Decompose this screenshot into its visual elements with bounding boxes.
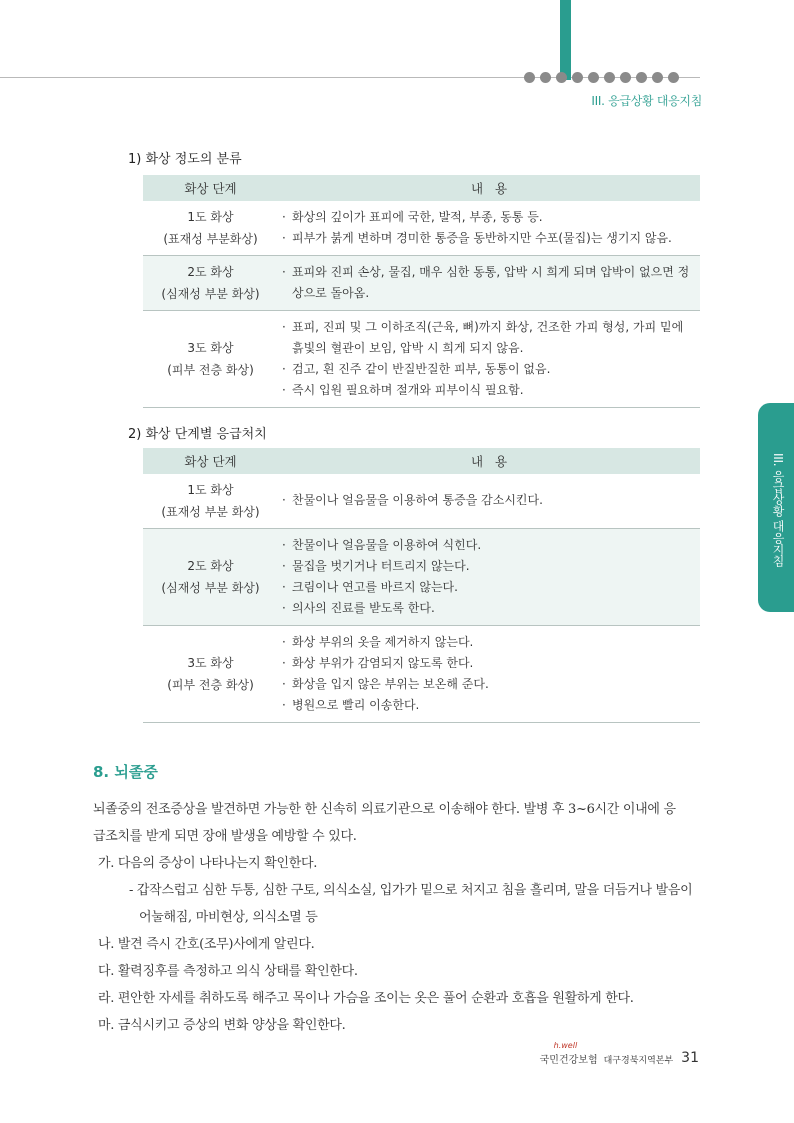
list-item: 다. 활력징후를 측정하고 의식 상태를 확인한다.	[98, 964, 358, 979]
header-content: 내 용	[278, 175, 700, 201]
dot	[620, 72, 631, 83]
table-row	[143, 528, 700, 625]
list-item: 병원으로 빨리 이송한다.	[292, 697, 420, 712]
table-row	[143, 311, 700, 408]
dot	[572, 72, 583, 83]
header-stage: 화상 단계	[143, 175, 278, 201]
side-section-tab[interactable]	[758, 403, 794, 612]
list-item: 화상 부위가 감염되지 않도록 한다.	[292, 655, 474, 670]
content-cell: · 화상의 깊이가 표피에 국한, 발적, 부종, 동통 등. · 피부가 붉게 변하며 경미한 통증을 동반하지만 수포(물집)는 생기지 않음.	[278, 201, 700, 256]
list-item: 화상 부위의 옷을 제거하지 않는다.	[292, 634, 474, 649]
list-item: 즉시 입원 필요하며 절개와 피부이식 필요함.	[292, 383, 524, 397]
header-accent-bar	[560, 0, 571, 80]
list-item: 찬물이나 얼음물을 이용하여 식힌다.	[292, 537, 482, 552]
header-dots	[524, 72, 684, 83]
content-cell: · 찬물이나 얼음물을 이용하여 통증을 감소시킨다.	[278, 474, 700, 528]
list-item: 표피, 진피 및 그 이하조직(근육, 뼈)까지 화상, 건조한 가피 형성, 가피 밑에 흙빛의 혈관이 보임, 압박 시 희게 되지 않음.	[292, 320, 684, 355]
stage-desc: (표재성 부분 화상)	[161, 504, 260, 519]
table-row	[143, 201, 700, 256]
stage-desc: (피부 전층 화상)	[167, 677, 254, 692]
dot	[588, 72, 599, 83]
list-item: 나. 발견 즉시 간호(조무)사에게 알린다.	[98, 937, 315, 952]
dot	[540, 72, 551, 83]
stage-cell	[143, 201, 278, 256]
paragraph: 급조치를 받게 되면 장애 발생을 예방할 수 있다.	[93, 829, 357, 844]
content-cell: · 찬물이나 얼음물을 이용하여 식힌다. · 물집을 벗기거나 터트리지 않는다. · 크림이나 연고를 바르지 않는다. · 의사의 진료를 받도록 한다.	[278, 528, 700, 625]
stage-desc: (피부 전층 화상)	[167, 363, 254, 377]
stage-cell	[143, 311, 278, 408]
list-item: 물집을 벗기거나 터트리지 않는다.	[292, 558, 470, 573]
list-item: 마. 금식시키고 증상의 변화 양상을 확인한다.	[98, 1018, 346, 1033]
list-item: 어눌해짐, 마비현상, 의식소멸 등	[139, 910, 318, 925]
dot	[636, 72, 647, 83]
dot	[652, 72, 663, 83]
list-item: 라. 편안한 자세를 취하도록 해주고 목이나 가슴을 조이는 옷은 풀어 순환과 호흡을 원활하게 한다.	[98, 991, 634, 1006]
nhis-logo	[539, 1041, 598, 1066]
paragraph: 뇌졸중의 전조증상을 발견하면 가능한 한 신속히 의료기관으로 이송해야 한다. 발병 후 3~6시간 이내에 응	[93, 802, 676, 817]
content-cell: · 표피와 진피 손상, 물집, 매우 심한 동통, 압박 시 희게 되며 압박이 없으면 정상으로 돌아옴.	[278, 256, 700, 311]
stage-name: 3도 화상	[187, 341, 234, 355]
table-header-row	[143, 448, 700, 474]
list-item: - 갑작스럽고 심한 두통, 심한 구토, 의식소실, 입가가 밑으로 처지고 침을 흘리며, 말을 더듬거나 발음이	[129, 883, 693, 898]
dot	[556, 72, 567, 83]
list-item: 피부가 붉게 변하며 경미한 통증을 동반하지만 수포(물집)는 생기지 않음.	[292, 231, 672, 245]
dot	[668, 72, 679, 83]
section-body	[93, 796, 701, 1039]
list-item: 크림이나 연고를 바르지 않는다.	[292, 579, 458, 594]
org-name: 대구경북지역본부	[603, 1056, 674, 1066]
logo-script: h.well	[553, 1041, 578, 1050]
content-cell: · 표피, 진피 및 그 이하조직(근육, 뼈)까지 화상, 건조한 가피 형성, 가피 밑에 흙빛의 혈관이 보임, 압박 시 희게 되지 않음. · 검고, 흰 진주 같이 반질반질한 피부, 동통이 없음. · 즉시 입원 필요하며 절개와 피부이식 필요함.	[278, 311, 700, 408]
page-footer	[539, 1041, 699, 1066]
stage-cell	[143, 528, 278, 625]
table-header-row	[143, 175, 700, 201]
dot	[524, 72, 535, 83]
table1-caption: 1) 화상 정도의 분류	[128, 152, 242, 167]
table2-caption: 2) 화상 단계별 응급처치	[128, 427, 267, 442]
header-stage: 화상 단계	[143, 448, 278, 474]
burn-classification-table	[143, 175, 700, 408]
section-title: 8. 뇌졸중	[93, 763, 158, 781]
header-content: 내 용	[278, 448, 700, 474]
stage-cell	[143, 256, 278, 311]
stage-name: 3도 화상	[187, 655, 234, 670]
stage-desc: (심재성 부분 화상)	[161, 287, 260, 301]
side-tab-label: III. 응급상황 대응지침	[771, 453, 785, 567]
stage-name: 1도 화상	[187, 210, 234, 224]
stage-cell	[143, 474, 278, 528]
stage-name: 1도 화상	[187, 482, 234, 497]
list-item: 화상의 깊이가 표피에 국한, 발적, 부종, 동통 등.	[292, 210, 543, 224]
stage-name: 2도 화상	[187, 265, 234, 279]
table-row	[143, 256, 700, 311]
stage-name: 2도 화상	[187, 558, 234, 573]
list-item: 가. 다음의 증상이 나타나는지 확인한다.	[98, 856, 318, 871]
logo-text: 국민건강보험	[539, 1055, 598, 1066]
table-row	[143, 474, 700, 528]
dot	[604, 72, 615, 83]
stage-cell	[143, 625, 278, 722]
stage-desc: (표재성 부분화상)	[163, 232, 258, 246]
table-row	[143, 625, 700, 722]
stage-desc: (심재성 부분 화상)	[161, 580, 260, 595]
list-item: 화상을 입지 않은 부위는 보온해 준다.	[292, 676, 489, 691]
burn-first-aid-table	[143, 448, 700, 723]
list-item: 검고, 흰 진주 같이 반질반질한 피부, 동통이 없음.	[292, 362, 551, 376]
list-item: 찬물이나 얼음물을 이용하여 통증을 감소시킨다.	[292, 493, 543, 508]
content-cell: · 화상 부위의 옷을 제거하지 않는다. · 화상 부위가 감염되지 않도록 한다. · 화상을 입지 않은 부위는 보온해 준다. · 병원으로 빨리 이송한다.	[278, 625, 700, 722]
section-reference: III. 응급상황 대응지침	[591, 94, 702, 108]
page-number: 31	[681, 1050, 699, 1066]
list-item: 표피와 진피 손상, 물집, 매우 심한 동통, 압박 시 희게 되며 압박이 없으면 정상으로 돌아옴.	[292, 265, 690, 300]
list-item: 의사의 진료를 받도록 한다.	[292, 600, 435, 615]
